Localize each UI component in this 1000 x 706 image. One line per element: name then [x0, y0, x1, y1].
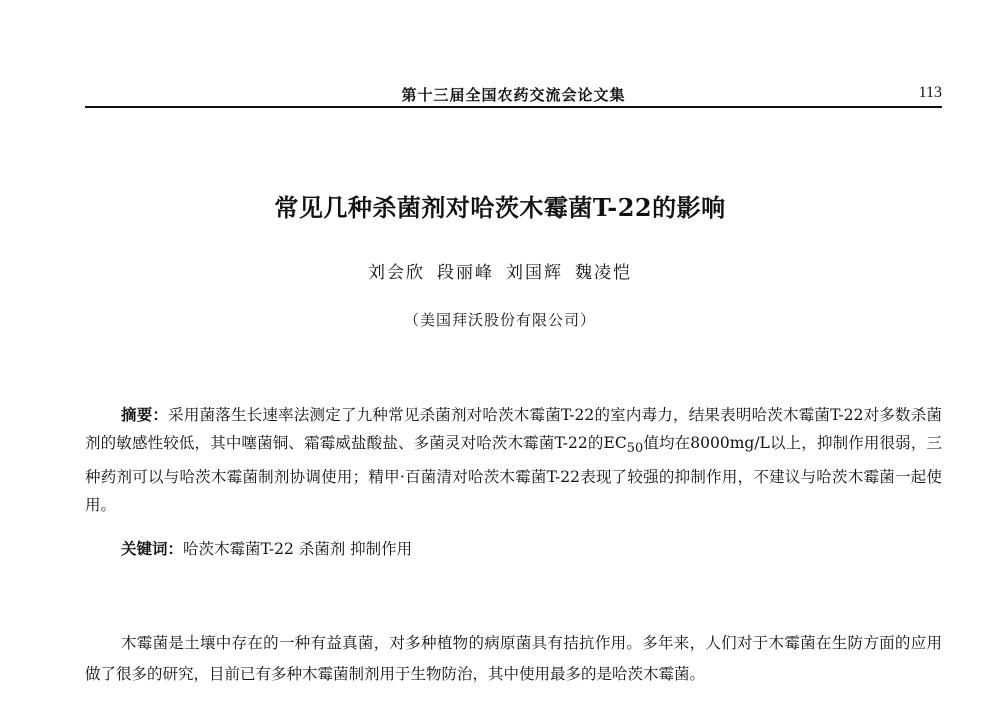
keywords-text: 哈茨木霉菌T-22 杀菌剂 抑制作用: [183, 540, 413, 558]
abstract: [85, 401, 942, 519]
author-name: 刘国辉: [506, 263, 563, 283]
article-title: 常见几种杀菌剂对哈茨木霉菌T-22的影响: [274, 193, 726, 222]
abstract-text-continued: 值均在8000mg/L以上，抑制作用很弱，三种药剂可以与哈茨木霉菌制剂协调使用；精甲·百菌清对哈茨木霉菌T-22表现了较强的抑制作用，不建议与哈茨木霉菌一起使用。: [85, 434, 942, 515]
keywords-label: 关键词：: [121, 539, 184, 558]
abstract-label: 摘要：: [121, 405, 169, 424]
keywords: [121, 535, 941, 563]
affiliation: （美国拜沃股份有限公司）: [403, 311, 596, 329]
running-header: [85, 84, 942, 108]
journal-title: 第十三届全国农药交流会论文集: [401, 86, 626, 104]
abstract-text: 采用菌落生长速率法测定了九种常见杀菌剂对哈茨木霉菌T-22的室内毒力，结果表明哈茨木霉菌T-22对多数杀菌剂的敏感性较低，其中噻菌铜、霜霉威盐酸盐、多菌灵对哈茨木霉菌T-22的EC: [85, 406, 942, 452]
body-paragraph: 木霉菌是土壤中存在的一种有益真菌，对多种植物的病原菌具有拮抗作用。多年来，人们对于木霉菌在生防方面的应用做了很多的研究，目前已有多种木霉菌制剂用于生物防治，其中使用最多的是哈茨木霉菌。: [85, 634, 942, 683]
author-name: 刘会欣: [368, 263, 425, 283]
page-number: 113: [918, 84, 942, 101]
author-name: 魏凌恺: [575, 263, 632, 283]
author-list: [0, 258, 1000, 283]
ec50-subscript: 50: [626, 441, 644, 457]
author-name: 段丽峰: [437, 263, 494, 283]
